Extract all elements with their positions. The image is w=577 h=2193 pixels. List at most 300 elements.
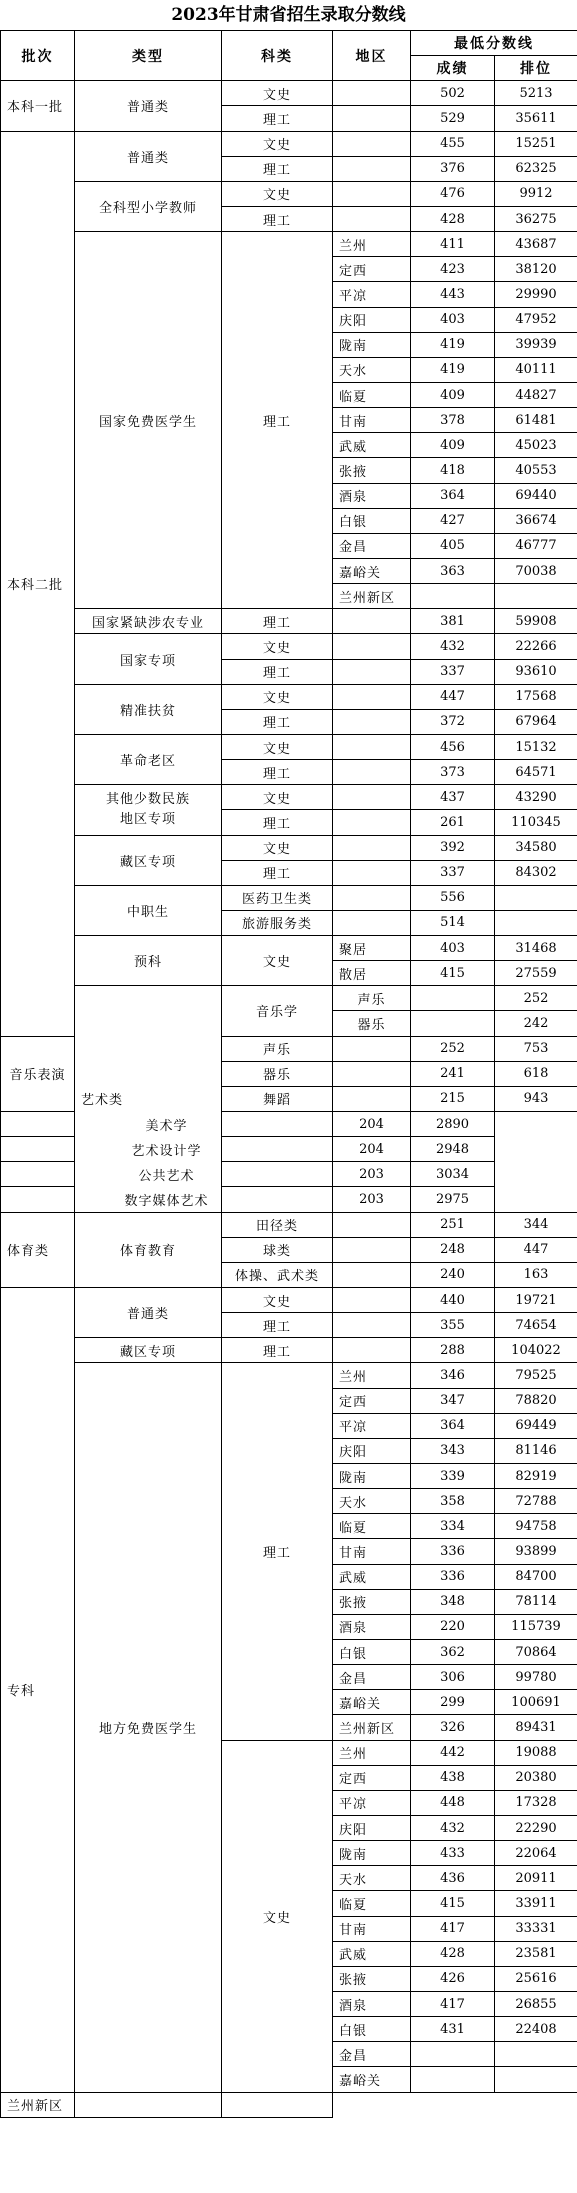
cell-rank: 25616 — [495, 1966, 577, 1991]
cell-region — [333, 81, 411, 106]
cell-rank: 20911 — [495, 1866, 577, 1891]
cell-rank: 2975 — [411, 1187, 495, 1212]
cell-subject: 球类 — [222, 1237, 333, 1262]
cell-rank: 17568 — [495, 684, 577, 709]
cell-subject: 田径类 — [222, 1212, 333, 1237]
cell-subject: 理工 — [222, 156, 333, 181]
cell-score: 405 — [411, 533, 495, 558]
cell-score: 337 — [411, 659, 495, 684]
cell-region — [333, 634, 411, 659]
cell-score: 336 — [411, 1539, 495, 1564]
header-score: 成绩 — [411, 56, 495, 81]
cell-score: 261 — [411, 810, 495, 835]
cell-region — [333, 835, 411, 860]
page-title: 2023年甘肃省招生录取分数线 — [171, 5, 406, 25]
cell-rank: 33911 — [495, 1891, 577, 1916]
header-batch: 批次 — [1, 31, 75, 81]
cell-region — [333, 684, 411, 709]
cell-score: 364 — [411, 1413, 495, 1438]
cell-score: 358 — [411, 1489, 495, 1514]
cell-type: 预科 — [75, 936, 222, 986]
table-row — [1, 785, 577, 810]
cell-subject: 理工 — [222, 1363, 333, 1740]
cell-rank: 69449 — [495, 1413, 577, 1438]
table-row — [1, 1137, 577, 1162]
cell-score: 529 — [411, 106, 495, 131]
cell-rank: 94758 — [495, 1514, 577, 1539]
cell-rank: 110345 — [495, 810, 577, 835]
cell-score: 403 — [411, 307, 495, 332]
cell-rank: 447 — [495, 1237, 577, 1262]
cell-rank: 943 — [495, 1086, 577, 1111]
cell-region — [333, 131, 411, 156]
cell-score: 376 — [411, 156, 495, 181]
cell-subject: 文史 — [222, 81, 333, 106]
cell-region: 天水 — [333, 1866, 411, 1891]
cell-rank: 22290 — [495, 1815, 577, 1840]
cell-rank: 753 — [495, 1036, 577, 1061]
cell-region — [333, 860, 411, 885]
cell-region — [333, 106, 411, 131]
cell-rank: 31468 — [495, 936, 577, 961]
cell-rank: 26855 — [495, 1991, 577, 2016]
cell-subject: 声乐 — [222, 1036, 333, 1061]
cell-score: 417 — [411, 1991, 495, 2016]
cell-rank: 99780 — [495, 1665, 577, 1690]
table-row — [1, 634, 577, 659]
cell-type: 音乐表演 — [1, 1036, 75, 1111]
table-row — [1, 684, 577, 709]
cell-type: 体育教育 — [75, 1212, 222, 1287]
cell-subject: 理工 — [222, 106, 333, 131]
cell-rank: 93899 — [495, 1539, 577, 1564]
cell-type: 普通类 — [75, 81, 222, 131]
cell-region: 甘南 — [333, 408, 411, 433]
cell-score: 203 — [333, 1187, 411, 1212]
cell-score — [411, 2067, 495, 2092]
cell-rank: 19721 — [495, 1288, 577, 1313]
cell-region: 兰州新区 — [1, 2092, 75, 2117]
cell-region: 平凉 — [333, 1790, 411, 1815]
cell-batch: 本科二批 — [1, 131, 75, 1036]
cell-rank: 70864 — [495, 1640, 577, 1665]
cell-score: 409 — [411, 382, 495, 407]
cell-subject: 理工 — [222, 232, 333, 609]
cell-region: 武威 — [333, 433, 411, 458]
table-row — [1, 1288, 577, 1313]
cell-rank: 15251 — [495, 131, 577, 156]
cell-score: 438 — [411, 1765, 495, 1790]
cell-region — [333, 910, 411, 935]
header-rank: 排位 — [495, 56, 577, 81]
cell-score: 417 — [411, 1916, 495, 1941]
cell-score: 337 — [411, 860, 495, 885]
cell-batch: 艺术类 — [75, 986, 222, 1212]
cell-score: 220 — [411, 1614, 495, 1639]
header-row — [1, 31, 577, 56]
cell-region: 兰州 — [333, 232, 411, 257]
cell-subject: 器乐 — [222, 1061, 333, 1086]
header-min-score: 最低分数线 — [411, 31, 577, 56]
cell-rank: 78114 — [495, 1589, 577, 1614]
cell-rank: 2890 — [411, 1112, 495, 1137]
cell-rank: 115739 — [495, 1614, 577, 1639]
cell-score: 447 — [411, 684, 495, 709]
cell-score: 248 — [411, 1237, 495, 1262]
cell-rank: 69440 — [495, 483, 577, 508]
cell-region — [333, 609, 411, 634]
cell-rank: 27559 — [495, 961, 577, 986]
cell-rank: 89431 — [495, 1715, 577, 1740]
cell-score: 514 — [411, 910, 495, 935]
cell-region — [411, 986, 495, 1011]
cell-region: 天水 — [333, 1489, 411, 1514]
cell-score: 204 — [333, 1112, 411, 1137]
cell-type: 国家专项 — [75, 634, 222, 684]
cell-region — [333, 734, 411, 759]
cell-score: 306 — [411, 1665, 495, 1690]
cell-region: 天水 — [333, 357, 411, 382]
cell-score: 433 — [411, 1841, 495, 1866]
cell-rank: 72788 — [495, 1489, 577, 1514]
cell-score: 242 — [495, 1011, 577, 1036]
cell-type: 国家免费医学生 — [75, 232, 222, 609]
header-type: 类型 — [75, 31, 222, 81]
cell-region — [333, 1288, 411, 1313]
cell-type: 全科型小学教师 — [75, 181, 222, 231]
cell-score: 419 — [411, 332, 495, 357]
cell-region: 武威 — [333, 1941, 411, 1966]
cell-rank: 618 — [495, 1061, 577, 1086]
cell-score: 428 — [411, 206, 495, 231]
cell-region: 定西 — [333, 1388, 411, 1413]
cell-subject: 理工 — [222, 659, 333, 684]
cell-score: 381 — [411, 609, 495, 634]
cell-region — [333, 206, 411, 231]
cell-rank: 84700 — [495, 1564, 577, 1589]
cell-subject: 体操、武术类 — [222, 1262, 333, 1287]
cell-rank: 19088 — [495, 1740, 577, 1765]
cell-score: 455 — [411, 131, 495, 156]
cell-region: 嘉峪关 — [333, 1690, 411, 1715]
cell-subject: 文史 — [222, 785, 333, 810]
cell-rank: 22408 — [495, 2017, 577, 2042]
cell-type: 公共艺术 — [1, 1162, 333, 1187]
cell-score: 448 — [411, 1790, 495, 1815]
cell-rank: 344 — [495, 1212, 577, 1237]
cell-region — [333, 659, 411, 684]
cell-batch: 专科 — [1, 1288, 75, 2093]
cell-rank — [495, 2067, 577, 2092]
cell-region — [411, 1011, 495, 1036]
cell-rank: 3034 — [411, 1162, 495, 1187]
cell-score: 343 — [411, 1438, 495, 1463]
cell-score — [411, 2042, 495, 2067]
cell-rank: 23581 — [495, 1941, 577, 1966]
cell-type: 艺术设计学 — [1, 1137, 333, 1162]
table-row — [1, 1112, 577, 1137]
cell-subject: 理工 — [222, 1338, 333, 1363]
cell-region — [333, 156, 411, 181]
cell-rank: 43290 — [495, 785, 577, 810]
cell-rank: 59908 — [495, 609, 577, 634]
cell-region — [333, 810, 411, 835]
cell-score: 288 — [411, 1338, 495, 1363]
cell-batch: 本科一批 — [1, 81, 75, 131]
table-row — [1, 1338, 577, 1363]
table-row — [1, 1187, 577, 1212]
cell-score: 423 — [411, 257, 495, 282]
table-row — [1, 835, 577, 860]
cell-region — [333, 181, 411, 206]
cell-score: 203 — [333, 1162, 411, 1187]
cell-score: 240 — [411, 1262, 495, 1287]
cell-region: 金昌 — [333, 1665, 411, 1690]
cell-region: 兰州新区 — [333, 584, 411, 609]
cell-rank: 2948 — [411, 1137, 495, 1162]
cell-subject: 医药卫生类 — [222, 885, 333, 910]
cell-region: 定西 — [333, 257, 411, 282]
cell-rank: 39939 — [495, 332, 577, 357]
cell-rank: 74654 — [495, 1313, 577, 1338]
cell-subject: 器乐 — [333, 1011, 411, 1036]
table-row — [1, 232, 577, 257]
cell-region: 临夏 — [333, 382, 411, 407]
cell-rank: 79525 — [495, 1363, 577, 1388]
cell-score: 415 — [411, 961, 495, 986]
cell-rank — [222, 2092, 333, 2117]
cell-region — [333, 1338, 411, 1363]
cell-region — [333, 1262, 411, 1287]
cell-region — [333, 1313, 411, 1338]
cell-type: 革命老区 — [75, 734, 222, 784]
cell-rank: 36275 — [495, 206, 577, 231]
cell-rank: 22266 — [495, 634, 577, 659]
cell-region — [333, 1036, 411, 1061]
cell-region: 平凉 — [333, 282, 411, 307]
cell-rank: 33331 — [495, 1916, 577, 1941]
cell-type: 普通类 — [75, 131, 222, 181]
cell-score: 251 — [411, 1212, 495, 1237]
cell-region — [333, 709, 411, 734]
cell-region — [333, 1237, 411, 1262]
table-row — [1, 1212, 577, 1237]
header-subject: 科类 — [222, 31, 333, 81]
cell-type: 美术学 — [1, 1112, 333, 1137]
table-body — [1, 81, 577, 2117]
cell-score: 336 — [411, 1564, 495, 1589]
cell-batch: 体育类 — [1, 1212, 75, 1287]
cell-type: 藏区专项 — [75, 1338, 222, 1363]
cell-region: 金昌 — [333, 533, 411, 558]
cell-rank: 104022 — [495, 1338, 577, 1363]
cell-region: 庆阳 — [333, 307, 411, 332]
table-row — [1, 2092, 577, 2117]
cell-rank: 81146 — [495, 1438, 577, 1463]
cell-region: 临夏 — [333, 1891, 411, 1916]
cell-region: 白银 — [333, 1640, 411, 1665]
cell-type: 地方免费医学生 — [75, 1363, 222, 2092]
cell-type: 中职生 — [75, 885, 222, 935]
cell-rank: 67964 — [495, 709, 577, 734]
cell-rank: 44827 — [495, 382, 577, 407]
cell-region: 酒泉 — [333, 483, 411, 508]
cell-rank: 78820 — [495, 1388, 577, 1413]
cell-region: 陇南 — [333, 332, 411, 357]
table-row — [1, 1162, 577, 1187]
cell-region: 甘南 — [333, 1916, 411, 1941]
cell-type: 音乐学 — [222, 986, 333, 1036]
cell-score — [75, 2092, 222, 2117]
cell-region: 兰州新区 — [333, 1715, 411, 1740]
table-row — [1, 936, 577, 961]
cell-region: 定西 — [333, 1765, 411, 1790]
cell-region: 张掖 — [333, 1966, 411, 1991]
cell-score: 363 — [411, 558, 495, 583]
cell-score: 426 — [411, 1966, 495, 1991]
cell-subject: 文史 — [222, 684, 333, 709]
cell-region — [333, 1212, 411, 1237]
cell-subject: 理工 — [222, 709, 333, 734]
cell-rank: 45023 — [495, 433, 577, 458]
table-row — [1, 181, 577, 206]
cell-score: 373 — [411, 760, 495, 785]
cell-type: 数字媒体艺术 — [1, 1187, 333, 1212]
cell-score: 347 — [411, 1388, 495, 1413]
cell-subject: 文史 — [222, 1740, 333, 2092]
cell-subject: 文史 — [222, 634, 333, 659]
cell-region — [333, 785, 411, 810]
cell-score: 252 — [495, 986, 577, 1011]
table-row — [1, 734, 577, 759]
cell-score: 415 — [411, 1891, 495, 1916]
cell-subject: 旅游服务类 — [222, 910, 333, 935]
table-row — [1, 131, 577, 156]
score-table — [0, 30, 577, 2118]
cell-region: 白银 — [333, 2017, 411, 2042]
cell-rank: 62325 — [495, 156, 577, 181]
cell-score: 364 — [411, 483, 495, 508]
cell-score: 502 — [411, 81, 495, 106]
cell-region: 聚居 — [333, 936, 411, 961]
header-region: 地区 — [333, 31, 411, 81]
table-row — [1, 81, 577, 106]
cell-subject: 理工 — [222, 860, 333, 885]
cell-subject: 文史 — [222, 835, 333, 860]
cell-score: 378 — [411, 408, 495, 433]
cell-rank: 82919 — [495, 1464, 577, 1489]
cell-type: 精准扶贫 — [75, 684, 222, 734]
cell-score: 403 — [411, 936, 495, 961]
cell-type: 藏区专项 — [75, 835, 222, 885]
cell-score: 443 — [411, 282, 495, 307]
cell-score: 348 — [411, 1589, 495, 1614]
cell-score: 355 — [411, 1313, 495, 1338]
cell-score: 476 — [411, 181, 495, 206]
cell-score: 215 — [411, 1086, 495, 1111]
cell-type: 国家紧缺涉农专业 — [75, 609, 222, 634]
table-row — [1, 609, 577, 634]
cell-subject: 理工 — [222, 1313, 333, 1338]
cell-score: 556 — [411, 885, 495, 910]
cell-rank — [495, 2042, 577, 2067]
cell-score: 419 — [411, 357, 495, 382]
cell-subject: 声乐 — [333, 986, 411, 1011]
cell-rank: 5213 — [495, 81, 577, 106]
cell-region: 张掖 — [333, 458, 411, 483]
cell-rank — [495, 885, 577, 910]
cell-region: 张掖 — [333, 1589, 411, 1614]
cell-score — [411, 584, 495, 609]
cell-region: 临夏 — [333, 1514, 411, 1539]
cell-subject: 文史 — [222, 936, 333, 986]
cell-subject: 文史 — [222, 131, 333, 156]
cell-score: 418 — [411, 458, 495, 483]
cell-region: 白银 — [333, 508, 411, 533]
cell-region: 平凉 — [333, 1413, 411, 1438]
cell-score: 346 — [411, 1363, 495, 1388]
cell-region: 金昌 — [333, 2042, 411, 2067]
cell-score: 299 — [411, 1690, 495, 1715]
cell-subject: 文史 — [222, 181, 333, 206]
cell-region — [333, 1061, 411, 1086]
cell-score: 326 — [411, 1715, 495, 1740]
cell-score: 362 — [411, 1640, 495, 1665]
cell-score: 436 — [411, 1866, 495, 1891]
cell-region — [333, 885, 411, 910]
cell-region — [333, 760, 411, 785]
cell-score: 241 — [411, 1061, 495, 1086]
cell-score: 372 — [411, 709, 495, 734]
table-row — [1, 1363, 577, 1388]
cell-subject: 理工 — [222, 810, 333, 835]
cell-region: 陇南 — [333, 1464, 411, 1489]
cell-region: 嘉峪关 — [333, 558, 411, 583]
table-row — [1, 885, 577, 910]
cell-score: 252 — [411, 1036, 495, 1061]
cell-score: 440 — [411, 1288, 495, 1313]
cell-rank: 36674 — [495, 508, 577, 533]
cell-type: 其他少数民族 地区专项 — [75, 785, 222, 835]
cell-region: 庆阳 — [333, 1438, 411, 1463]
cell-score: 392 — [411, 835, 495, 860]
cell-region: 庆阳 — [333, 1815, 411, 1840]
cell-rank: 43687 — [495, 232, 577, 257]
cell-region: 陇南 — [333, 1841, 411, 1866]
cell-rank: 15132 — [495, 734, 577, 759]
cell-score: 431 — [411, 2017, 495, 2042]
cell-rank: 64571 — [495, 760, 577, 785]
cell-subject: 文史 — [222, 1288, 333, 1313]
cell-region — [333, 1086, 411, 1111]
cell-rank: 17328 — [495, 1790, 577, 1815]
cell-score: 432 — [411, 1815, 495, 1840]
cell-rank — [495, 584, 577, 609]
cell-score: 411 — [411, 232, 495, 257]
cell-region: 甘南 — [333, 1539, 411, 1564]
cell-score: 339 — [411, 1464, 495, 1489]
cell-rank: 47952 — [495, 307, 577, 332]
cell-rank: 93610 — [495, 659, 577, 684]
cell-subject: 理工 — [222, 760, 333, 785]
cell-rank: 40553 — [495, 458, 577, 483]
cell-subject: 文史 — [222, 734, 333, 759]
cell-score: 432 — [411, 634, 495, 659]
cell-region: 兰州 — [333, 1740, 411, 1765]
cell-rank: 22064 — [495, 1841, 577, 1866]
cell-region: 武威 — [333, 1564, 411, 1589]
cell-subject: 舞蹈 — [222, 1086, 333, 1111]
